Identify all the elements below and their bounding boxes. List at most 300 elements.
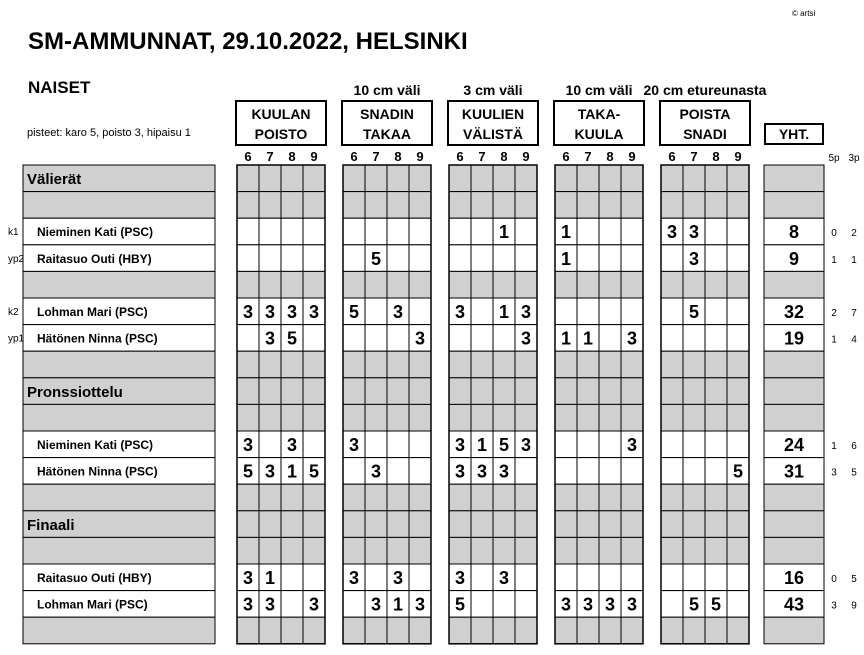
category-label-1: KUULAN <box>251 106 311 122</box>
score-cell <box>599 325 621 352</box>
score-cell <box>683 511 705 538</box>
score-cell <box>471 564 493 591</box>
score-cell <box>471 378 493 405</box>
score-cell <box>237 617 259 644</box>
score-cell <box>555 458 577 485</box>
score-cell <box>343 218 365 245</box>
score-cell <box>661 325 683 352</box>
score-cell <box>281 271 303 298</box>
score-cell <box>237 404 259 431</box>
category-label-1: KUULIEN <box>461 106 525 122</box>
score-cell <box>661 271 683 298</box>
round-title: Pronssiottelu <box>27 383 123 401</box>
score-cell <box>387 404 409 431</box>
score-cell <box>661 591 683 618</box>
score-value: 3 <box>520 328 532 349</box>
total-value: 43 <box>783 594 805 615</box>
name-cell <box>23 271 215 298</box>
score-value: 3 <box>242 568 254 588</box>
score-cell <box>727 192 749 219</box>
score-cell <box>237 218 259 245</box>
score-cell <box>409 537 431 564</box>
score-cell <box>493 484 515 511</box>
five-count: 1 <box>831 254 837 266</box>
score-cell <box>303 484 325 511</box>
player-name: Hätönen Ninna (PSC) <box>37 464 158 479</box>
score-value: 5 <box>348 302 360 322</box>
score-cell <box>599 431 621 458</box>
score-value: 5 <box>242 461 254 482</box>
score-cell <box>515 537 537 564</box>
score-cell <box>449 351 471 378</box>
player-name: Nieminen Kati (PSC) <box>37 225 154 240</box>
score-value: 3 <box>264 594 276 615</box>
score-value: 5 <box>710 594 722 615</box>
score-cell <box>599 271 621 298</box>
category-label-1: SNADIN <box>360 106 414 122</box>
score-cell <box>387 484 409 511</box>
five-count: 1 <box>831 334 837 346</box>
score-value: 3 <box>264 461 276 482</box>
score-cell <box>577 192 599 219</box>
score-value: 1 <box>392 594 404 615</box>
score-cell <box>449 404 471 431</box>
score-cell <box>705 511 727 538</box>
score-cell <box>409 564 431 591</box>
score-cell <box>705 458 727 485</box>
score-cell <box>259 511 281 538</box>
score-cell <box>599 511 621 538</box>
score-cell <box>599 537 621 564</box>
score-cell <box>303 192 325 219</box>
total-cell <box>764 484 824 511</box>
score-cell <box>705 351 727 378</box>
score-cell <box>705 192 727 219</box>
score-value: 3 <box>666 222 678 243</box>
score-cell <box>343 378 365 405</box>
five-count: 2 <box>831 308 837 319</box>
score-value: 3 <box>626 594 638 615</box>
score-cell <box>365 564 387 591</box>
score-cell <box>303 245 325 272</box>
score-cell <box>599 298 621 325</box>
score-cell <box>343 458 365 485</box>
score-cell <box>387 245 409 272</box>
score-cell <box>727 404 749 431</box>
total-value: 31 <box>783 461 805 482</box>
score-cell <box>303 511 325 538</box>
total-cell <box>764 378 824 405</box>
shot-column-number: 7 <box>690 149 698 164</box>
score-value: 1 <box>560 248 572 269</box>
score-cell <box>387 218 409 245</box>
three-count: 4 <box>851 334 857 346</box>
score-cell <box>365 165 387 192</box>
score-cell <box>727 298 749 325</box>
score-cell <box>449 484 471 511</box>
round-label: yp2 <box>8 253 25 265</box>
score-value: 3 <box>454 302 466 322</box>
category-label-2: KUULA <box>574 126 624 142</box>
score-cell <box>683 484 705 511</box>
score-cell <box>599 192 621 219</box>
total-cell <box>764 351 824 378</box>
score-cell <box>387 192 409 219</box>
copyright-notice: © artsi <box>792 9 816 18</box>
score-cell <box>515 218 537 245</box>
score-cell <box>599 617 621 644</box>
score-cell <box>683 325 705 352</box>
side-header-3p: 3p <box>848 153 860 164</box>
total-value: 19 <box>783 328 805 349</box>
score-value: 1 <box>582 328 594 349</box>
score-cell <box>599 404 621 431</box>
score-cell <box>281 404 303 431</box>
score-cell <box>409 271 431 298</box>
score-cell <box>683 271 705 298</box>
score-cell <box>555 484 577 511</box>
total-value: 24 <box>783 435 805 455</box>
shot-column-number: 7 <box>584 149 592 164</box>
page-title: SM-AMMUNNAT, 29.10.2022, HELSINKI <box>28 28 468 55</box>
score-cell <box>705 165 727 192</box>
score-cell <box>259 484 281 511</box>
score-cell <box>599 378 621 405</box>
score-cell <box>409 245 431 272</box>
five-count: 3 <box>831 467 837 479</box>
shot-column-number: 6 <box>562 149 570 164</box>
score-cell <box>727 271 749 298</box>
three-count: 5 <box>851 467 857 479</box>
score-value: 3 <box>454 568 466 588</box>
player-name: Lohman Mari (PSC) <box>37 305 148 319</box>
score-cell <box>577 617 599 644</box>
category-label-2: TAKAA <box>363 126 411 142</box>
score-cell <box>515 591 537 618</box>
score-cell <box>577 165 599 192</box>
score-value: 3 <box>454 461 466 482</box>
score-cell <box>449 537 471 564</box>
shot-column-number: 8 <box>394 149 402 164</box>
category-note: 3 cm väli <box>463 82 523 98</box>
score-cell <box>555 511 577 538</box>
score-cell <box>493 511 515 538</box>
score-cell <box>683 617 705 644</box>
score-value: 3 <box>498 461 510 482</box>
score-cell <box>705 404 727 431</box>
score-cell <box>281 617 303 644</box>
score-cell <box>493 537 515 564</box>
five-count: 3 <box>831 600 837 612</box>
score-cell <box>705 298 727 325</box>
score-cell <box>705 564 727 591</box>
three-count: 1 <box>851 254 857 266</box>
score-cell <box>515 271 537 298</box>
score-value: 3 <box>348 568 360 588</box>
score-cell <box>237 165 259 192</box>
score-cell <box>409 192 431 219</box>
score-value: 3 <box>520 435 532 455</box>
score-cell <box>237 245 259 272</box>
three-count: 6 <box>851 441 857 452</box>
score-cell <box>281 484 303 511</box>
score-cell <box>683 378 705 405</box>
score-value: 1 <box>264 568 276 588</box>
score-cell <box>471 591 493 618</box>
score-cell <box>555 298 577 325</box>
score-cell <box>409 165 431 192</box>
score-cell <box>621 458 643 485</box>
total-cell <box>764 404 824 431</box>
score-cell <box>237 484 259 511</box>
total-value: 16 <box>783 568 805 588</box>
total-value: 8 <box>788 222 800 243</box>
score-cell <box>343 404 365 431</box>
score-cell <box>281 165 303 192</box>
category-note: 10 cm väli <box>353 82 421 98</box>
score-cell <box>259 378 281 405</box>
score-cell <box>661 245 683 272</box>
score-cell <box>281 537 303 564</box>
score-cell <box>409 484 431 511</box>
name-cell <box>23 617 215 644</box>
score-cell <box>577 351 599 378</box>
three-count: 7 <box>851 308 857 319</box>
score-cell <box>683 564 705 591</box>
score-cell <box>683 537 705 564</box>
score-cell <box>705 271 727 298</box>
score-cell <box>621 271 643 298</box>
score-cell <box>705 378 727 405</box>
score-cell <box>343 271 365 298</box>
score-cell <box>303 404 325 431</box>
total-cell <box>764 617 824 644</box>
score-cell <box>471 325 493 352</box>
score-value: 3 <box>392 568 404 588</box>
score-cell <box>515 378 537 405</box>
score-cell <box>237 192 259 219</box>
round-label: k2 <box>8 307 19 318</box>
score-value: 3 <box>392 302 404 322</box>
score-cell <box>515 404 537 431</box>
score-cell <box>493 165 515 192</box>
score-value: 5 <box>498 435 510 455</box>
score-cell <box>343 617 365 644</box>
score-cell <box>661 458 683 485</box>
score-cell <box>493 378 515 405</box>
three-count: 2 <box>851 228 857 240</box>
score-value: 5 <box>732 461 744 482</box>
score-cell <box>577 431 599 458</box>
points-note: pisteet: karo 5, poisto 3, hipaisu 1 <box>27 127 191 139</box>
score-cell <box>387 351 409 378</box>
score-cell <box>387 617 409 644</box>
score-value: 1 <box>498 222 510 243</box>
score-value: 3 <box>264 328 276 349</box>
score-cell <box>449 617 471 644</box>
category-note: 10 cm väli <box>565 82 633 98</box>
score-cell <box>515 351 537 378</box>
score-cell <box>577 458 599 485</box>
score-cell <box>387 511 409 538</box>
score-cell <box>555 404 577 431</box>
score-cell <box>493 404 515 431</box>
score-cell <box>599 484 621 511</box>
score-cell <box>259 192 281 219</box>
score-cell <box>259 537 281 564</box>
score-value: 3 <box>242 594 254 615</box>
score-cell <box>727 617 749 644</box>
three-count: 5 <box>851 574 857 585</box>
round-title: Välierät <box>27 171 82 188</box>
score-cell <box>281 591 303 618</box>
score-cell <box>621 511 643 538</box>
score-value: 3 <box>370 461 382 482</box>
score-cell <box>661 192 683 219</box>
shot-column-number: 6 <box>668 149 676 164</box>
round-title: Finaali <box>27 516 75 534</box>
score-cell <box>343 591 365 618</box>
score-cell <box>237 271 259 298</box>
score-cell <box>449 325 471 352</box>
score-cell <box>683 458 705 485</box>
score-cell <box>621 484 643 511</box>
score-cell <box>577 271 599 298</box>
score-cell <box>621 192 643 219</box>
score-cell <box>237 537 259 564</box>
score-cell <box>555 271 577 298</box>
score-cell <box>621 165 643 192</box>
score-cell <box>577 218 599 245</box>
score-cell <box>387 325 409 352</box>
score-cell <box>515 564 537 591</box>
five-count: 1 <box>831 441 837 452</box>
score-cell <box>471 165 493 192</box>
total-cell <box>764 511 824 538</box>
score-cell <box>387 378 409 405</box>
score-cell <box>365 404 387 431</box>
score-cell <box>493 245 515 272</box>
score-cell <box>683 192 705 219</box>
score-cell <box>493 325 515 352</box>
score-value: 1 <box>286 461 298 482</box>
score-value: 3 <box>626 435 638 455</box>
score-cell <box>727 165 749 192</box>
score-cell <box>471 298 493 325</box>
score-cell <box>365 378 387 405</box>
score-cell <box>661 511 683 538</box>
player-name: Raitasuo Outi (HBY) <box>37 571 152 585</box>
score-value: 5 <box>688 594 700 615</box>
score-value: 1 <box>476 435 488 455</box>
score-value: 3 <box>264 302 276 322</box>
score-value: 3 <box>476 461 488 482</box>
score-cell <box>365 325 387 352</box>
score-cell <box>343 351 365 378</box>
shot-column-number: 8 <box>606 149 614 164</box>
score-cell <box>493 271 515 298</box>
score-cell <box>303 564 325 591</box>
score-cell <box>621 537 643 564</box>
score-value: 3 <box>582 594 594 615</box>
score-cell <box>555 378 577 405</box>
score-cell <box>409 298 431 325</box>
score-cell <box>705 431 727 458</box>
score-cell <box>599 165 621 192</box>
score-cell <box>259 245 281 272</box>
score-cell <box>365 192 387 219</box>
score-cell <box>577 564 599 591</box>
score-cell <box>515 245 537 272</box>
score-cell <box>599 564 621 591</box>
score-value: 3 <box>308 302 320 322</box>
score-cell <box>555 165 577 192</box>
score-cell <box>705 617 727 644</box>
score-cell <box>303 165 325 192</box>
score-cell <box>449 218 471 245</box>
score-value: 3 <box>498 568 510 588</box>
score-cell <box>683 431 705 458</box>
score-cell <box>365 484 387 511</box>
score-cell <box>471 511 493 538</box>
score-value: 1 <box>560 222 572 243</box>
shot-column-number: 7 <box>478 149 486 164</box>
round-label: k1 <box>8 227 19 239</box>
total-cell <box>764 537 824 564</box>
five-count: 0 <box>831 574 837 585</box>
score-cell <box>281 564 303 591</box>
score-cell <box>237 511 259 538</box>
score-cell <box>409 431 431 458</box>
name-cell <box>23 484 215 511</box>
shot-column-number: 9 <box>416 149 424 164</box>
score-cell <box>621 218 643 245</box>
score-cell <box>409 351 431 378</box>
score-cell <box>727 564 749 591</box>
score-value: 1 <box>498 302 510 322</box>
score-cell <box>555 431 577 458</box>
score-cell <box>471 617 493 644</box>
score-cell <box>661 484 683 511</box>
score-cell <box>365 511 387 538</box>
score-cell <box>387 271 409 298</box>
score-cell <box>555 617 577 644</box>
player-name: Raitasuo Outi (HBY) <box>37 251 152 266</box>
score-cell <box>365 271 387 298</box>
score-cell <box>365 617 387 644</box>
shot-column-number: 9 <box>310 149 318 164</box>
score-value: 3 <box>626 328 638 349</box>
score-cell <box>237 325 259 352</box>
shot-column-number: 9 <box>628 149 636 164</box>
score-cell <box>577 245 599 272</box>
player-name: Lohman Mari (PSC) <box>37 597 148 612</box>
score-value: 3 <box>560 594 572 615</box>
score-cell <box>281 245 303 272</box>
total-value: 9 <box>788 248 800 269</box>
category-label-1: POISTA <box>679 106 731 122</box>
score-value: 3 <box>414 594 426 615</box>
score-cell <box>661 351 683 378</box>
name-cell <box>23 351 215 378</box>
score-cell <box>281 511 303 538</box>
score-cell <box>303 617 325 644</box>
score-cell <box>705 325 727 352</box>
score-value: 5 <box>286 328 298 349</box>
score-cell <box>449 511 471 538</box>
score-cell <box>621 617 643 644</box>
score-cell <box>281 218 303 245</box>
